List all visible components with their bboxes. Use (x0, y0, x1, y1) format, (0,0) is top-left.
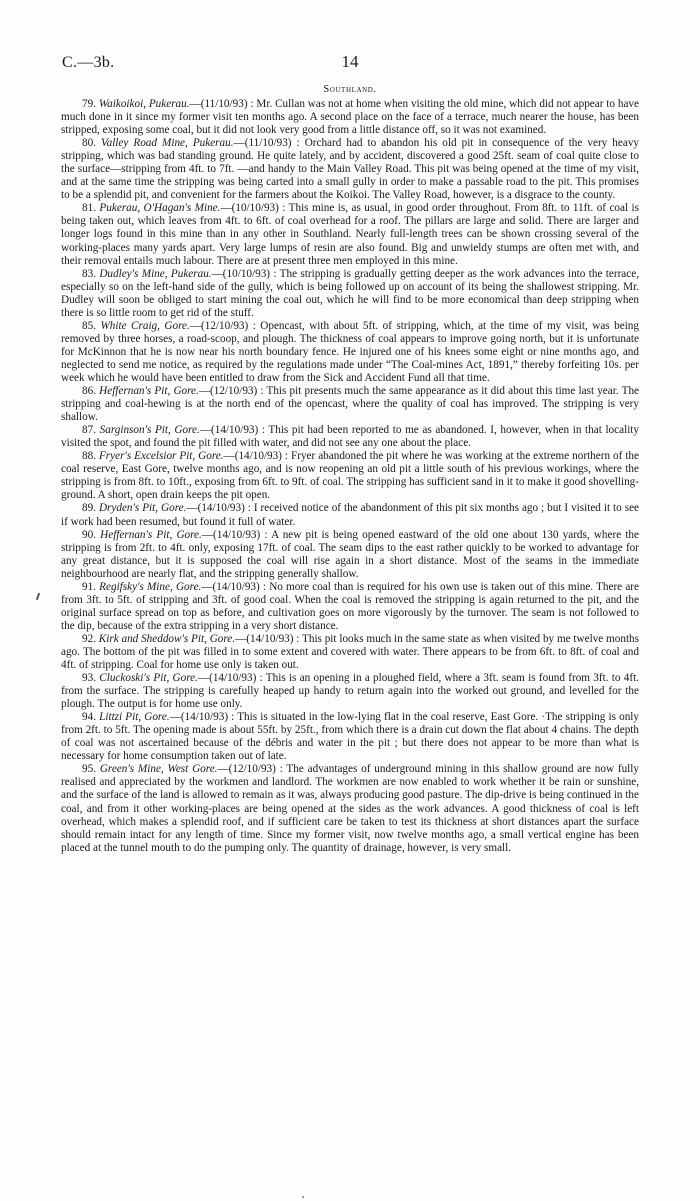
mine-name: Heffernan's Pit, Gore. (100, 528, 202, 541)
paragraph-number: 88. (82, 450, 96, 463)
paragraph-number: 94. (82, 711, 96, 724)
report-paragraph (61, 763, 639, 854)
mine-name: Regifsky's Mine, Gore. (99, 580, 202, 593)
report-paragraph (61, 320, 639, 385)
mine-name: Kirk and Sheddow's Pit, Gore. (98, 632, 236, 645)
paragraph-number: 85. (82, 319, 96, 332)
paragraph-number: 92. (82, 632, 96, 645)
mine-name: Dryden's Pit, Gore. (98, 502, 187, 515)
paragraph-number: 83. (82, 267, 96, 280)
report-paragraph (61, 202, 639, 267)
paragraph-text: —(14/10/93) : This pit had been reported to me as abandoned. I, however, when in that locality visited the spot, and found the pit filled with water, and did not see any one about the place. (61, 424, 639, 450)
paragraph-text: —(14/10/93) : This is an opening in a ploughed field, where a 3ft. seam is found from 3ft. to 4ft. from the surface. The stripping is carefully heaped up handy to return again into the worked out ground, and levelled for the plough. The output is for home use only. (61, 672, 639, 711)
mine-name: Dudley's Mine, Pukerau. (99, 267, 212, 280)
mine-name: Littzi Pit, Gore. (99, 711, 170, 724)
report-paragraph (61, 450, 639, 502)
margin-mark (36, 593, 40, 600)
paragraph-text: —(10/10/93) : The stripping is gradually getting deeper as the work advances into the terrace, especially so on the left-hand side of the gully, which is being followed up on account of its being the shallowest stripping. Mr. Dudley will soon be obliged to start mining the coal out, which he will find to be more economical than deep stripping when there is so little room to get rid of the stuff. (61, 267, 639, 319)
paragraph-text: —(11/10/93) : Mr. Cullan was not at home when visiting the old mine, which did not appear to have much done in it since my former visit ten months ago. A second place on the face of a terrace, much nearer the house, has been stripped, exposing some coal, but it did not look very good from a little distance off, so it was not examined. (61, 98, 639, 137)
mine-name: Cluckoski's Pit, Gore. (99, 672, 198, 685)
report-paragraph (61, 581, 639, 633)
mine-name: Pukerau, O'Hagan's Mine. (99, 202, 221, 215)
mine-name: Green's Mine, West Gore. (99, 763, 218, 776)
report-paragraph (61, 268, 639, 320)
paragraph-text: —(14/10/93) : I received notice of the abandonment of this pit six months ago ; but I visited it to see if work had been resumed, but found it full of water. (61, 502, 639, 528)
paragraph-number: 81. (82, 202, 96, 215)
report-paragraph (61, 137, 639, 202)
paragraph-text: —(11/10/93) : Orchard had to abandon his old pit in consequence of the very heavy stripping, which was bad standing ground. He quite lately, and by accident, discovered a good 25ft. seam of coal quite close to the surface—stripping from 4ft. to 7ft. —and handy to the Main Valley Road. This pit was being opened at the time of my visit, and at the same time the stripping was being carted into a small gully in order to make a passable road to the pit. This promises to be a splendid pit, and convenient for the farmers about the Koikoi. The Valley Road, however, is a disgrace to the county. (61, 137, 640, 202)
paragraph-number: 89. (82, 502, 96, 515)
report-paragraph (61, 98, 639, 137)
paragraph-text: —(14/10/93) : A new pit is being opened eastward of the old one about 130 yards, where the stripping is from 2ft. to 4ft. only, exposing 17ft. of coal. The seam dips to the east rather quickly to be worked to advantage for any great distance, but it is supposed the coal will rise again in a short distance. Most of the seams in the immediate neighbourhood are nearly flat, and the stripping generally shallow. (61, 528, 639, 580)
paragraph-number: 91. (82, 580, 96, 593)
paragraph-number: 86. (82, 385, 96, 398)
document-reference: C.—3b. (62, 54, 115, 71)
page-number: 14 (341, 52, 359, 71)
paragraph-text: —(14/10/93) : Fryer abandoned the pit where he was working at the extreme northern of the coal reserve, East Gore, twelve months ago, and is now reopening an old pit a little south of his previous workings, where the stripping is from 8ft. to 10ft., exposing from 6ft. to 9ft. of coal. The stripping has sufficient sand in it to make it good shovelling-ground. A short, open drain keeps the pit open. (61, 450, 639, 502)
mine-name: Valley Road Mine, Pukerau. (101, 137, 234, 150)
paragraph-text: —(14/10/93) : This is situated in the low-lying flat in the coal reserve, East Gore. ·The stripping is only from 2ft. to 5ft. The opening made is about 55ft. by 25ft., from which there is a drain cut down the flat about 4 chains. The depth of coal was not ascertained because of the débris and water in the pit ; but there does not appear to be more than what is necessary for home consumption taken out of late. (61, 711, 640, 763)
paragraph-number: 95. (82, 763, 96, 776)
report-paragraph (61, 502, 639, 528)
paragraph-number: 79. (82, 98, 96, 110)
mine-name: Sarginson's Pit, Gore. (99, 424, 200, 437)
report-paragraph (61, 711, 639, 763)
report-paragraph (61, 529, 639, 581)
report-paragraph (61, 633, 639, 672)
paragraph-text: —(12/10/93) : The advantages of underground mining in this shallow ground are now fully realised and appreciated by the workmen and landlord. The workmen are now enabled to work whether it be rain or sunshine, and the surface of the land is allowed to remain as it was, always producing good pasture. The dip-drive is being continued in the coal, and from it other working-places are being opened at the sides as the work advances. A good thickness of coal is left overhead, which makes a splendid roof, and if sufficient care be taken to test its thickness at short distances apart the surface should remain intact for any length of time. Since my former visit, now twelve months ago, a small vertical engine has been placed at the tunnel mouth to do the pumping only. The quantity of drainage, however, is very small. (61, 763, 639, 854)
paragraph-number: 93. (82, 672, 96, 685)
paragraph-text: —(14/10/93) : This pit looks much in the same state as when visited by me twelve months ago. The bottom of the pit was filled in to some extent and covered with water. There appears to be from 6ft. to 8ft. of coal and 4ft. of stripping. Coal for home use only is taken out. (61, 632, 640, 672)
paragraph-text: —(12/10/93) : This pit presents much the same appearance as it did about this time last year. The stripping and coal-hewing is at the north end of the opencast, where the quality of coal has improved. The stripping is very shallow. (61, 385, 639, 424)
report-paragraph (61, 424, 639, 450)
section-title: Southland. (323, 84, 377, 95)
page-speck (302, 1196, 304, 1198)
paragraph-text: —(12/10/93) : Opencast, with about 5ft. of stripping, which, at the time of my visit, was being removed by three horses, a road-scoop, and plough. The thickness of coal appears to improve going north, but it is unfortunate for McKinnon that he is now near his north boundary fence. He injured one of his knees some eight or nine months ago, and neglected to send me notice, as required by the regulations made under “The Coal-mines Act, 1891,” thereby forfeiting 10s. per week which he would have been entitled to draw from the Sick and Accident Fund all that time. (61, 319, 639, 384)
paragraph-text: —(10/10/93) : This mine is, as usual, in good order throughout. From 8ft. to 11ft. of coal is being taken out, which leaves from 4ft. to 6ft. of coal overhead for a roof. The pillars are large and solid. There are larger and longer logs found in this mine than in any other in Southland. Nearly full-length trees can be shown crossing several of the working-places many yards apart. Very large lumps of resin are also found. Big and unwieldy stumps are often met with, and their removal entails much labour. There are at present three men employed in this mine. (61, 202, 639, 267)
report-paragraph (61, 385, 639, 424)
report-body (61, 98, 639, 855)
mine-name: White Craig, Gore. (100, 319, 190, 332)
paragraph-number: 87. (82, 424, 96, 437)
mine-name: Waikoikoi, Pukerau. (98, 98, 190, 110)
paragraph-number: 80. (82, 137, 96, 150)
mine-name: Heffernan's Pit, Gore. (99, 385, 199, 398)
mine-name: Fryer's Excelsior Pit, Gore. (98, 450, 224, 463)
report-paragraph (61, 672, 639, 711)
paragraph-number: 90. (82, 528, 96, 541)
paragraph-text: —(14/10/93) : No more coal than is required for his own use is taken out of this mine. There are from 3ft. to 5ft. of stripping and 3ft. of good coal. When the coal is removed the stripping is again returned to the pit, and the original surface spread on top as before, and cultivation goes on more vigorously by the turnover. The seam is not followed to the dip, because of the extra stripping in a very short distance. (61, 580, 639, 632)
